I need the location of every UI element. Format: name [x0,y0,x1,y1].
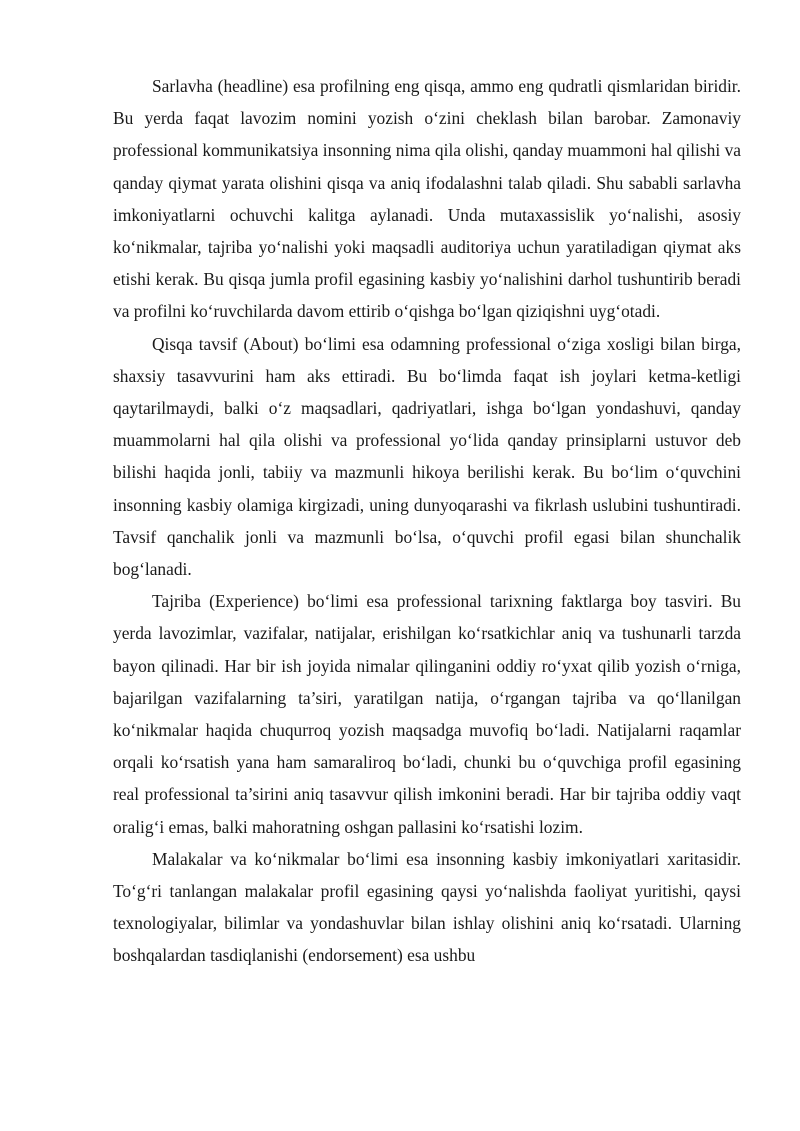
document-page [113,70,741,972]
paragraph-experience: Tajriba (Experience) bo‘limi esa professional tarixning faktlarga boy tasviri. Bu yerda lavozimlar, vazifalar, natijalar, erishilgan ko‘rsatkichlar aniq va tushunarli tarzda bayon qilinadi. Har bir ish joyida nimalar qilinganini oddiy ro‘yxat qilib yozish o‘rniga, bajarilgan vazifalarning ta’siri, yaratilgan natija, o‘rgangan tajriba va qo‘llanilgan ko‘nikmalar haqida chuqurroq yozish maqsadga muvofiq bo‘ladi. Natijalarni raqamlar orqali ko‘rsatish yana ham samaraliroq bo‘ladi, chunki bu o‘quvchiga profil egasining real professional ta’sirini aniq tasavvur qilish imkonini beradi. Har bir tajriba oddiy vaqt oralig‘i emas, balki mahoratning oshgan pallasini ko‘rsatishi lozim. [113,591,741,837]
paragraph-headline: Sarlavha (headline) esa profilning eng qisqa, ammo eng qudratli qismlaridan biridir. Bu yerda faqat lavozim nomini yozish o‘zini cheklash bilan barobar. Zamonaviy professional kommunikatsiya insonning nima qila olishi, qanday muammoni hal qilishi va qanday qiymat yarata olishini qisqa va aniq ifodalashni talab qiladi. Shu sababli sarlavha imkoniyatlarni ochuvchi kalitga aylanadi. Unda mutaxassislik yo‘nalishi, asosiy ko‘nikmalar, tajriba yo‘nalishi yoki maqsadli auditoriya uchun yaratiladigan qiymat aks etishi kerak. Bu qisqa jumla profil egasining kasbiy yo‘nalishini darhol tushuntirib beradi va profilni ko‘ruvchilarda davom ettirib o‘qishga bo‘lgan qiziqishni uyg‘otadi. [113,76,741,322]
paragraph-about: Qisqa tavsif (About) bo‘limi esa odamning professional o‘ziga xosligi bilan birga, shaxsiy tasavvurini ham aks ettiradi. Bu bo‘limda faqat ish joylari ketma-ketligi qaytarilmaydi, balki o‘z maqsadlari, qadriyatlari, ishga bo‘lgan yondashuvi, qanday muammolarni hal qila olishi va professional yo‘lida qanday prinsiplarni ustuvor deb bilishi haqida jonli, tabiiy va mazmunli hikoya berilishi kerak. Bu bo‘lim o‘quvchini insonning kasbiy olamiga kirgizadi, uning dunyoqarashi va fikrlash uslubini tushuntiradi. Tavsif qanchalik jonli va mazmunli bo‘lsa, o‘quvchi profil egasi bilan shunchalik bog‘lanadi. [113,333,741,580]
paragraph-skills: Malakalar va ko‘nikmalar bo‘limi esa insonning kasbiy imkoniyatlari xaritasidir. To‘g‘ri tanlangan malakalar profil egasining qaysi yo‘nalishda faoliyat yuritishi, qaysi texnologiyalar, bilimlar va yondashuvlar bilan ishlay olishini aniq ko‘rsatadi. Ularning boshqalardan tasdiqlanishi (endorsement) esa ushbu [113,848,741,966]
